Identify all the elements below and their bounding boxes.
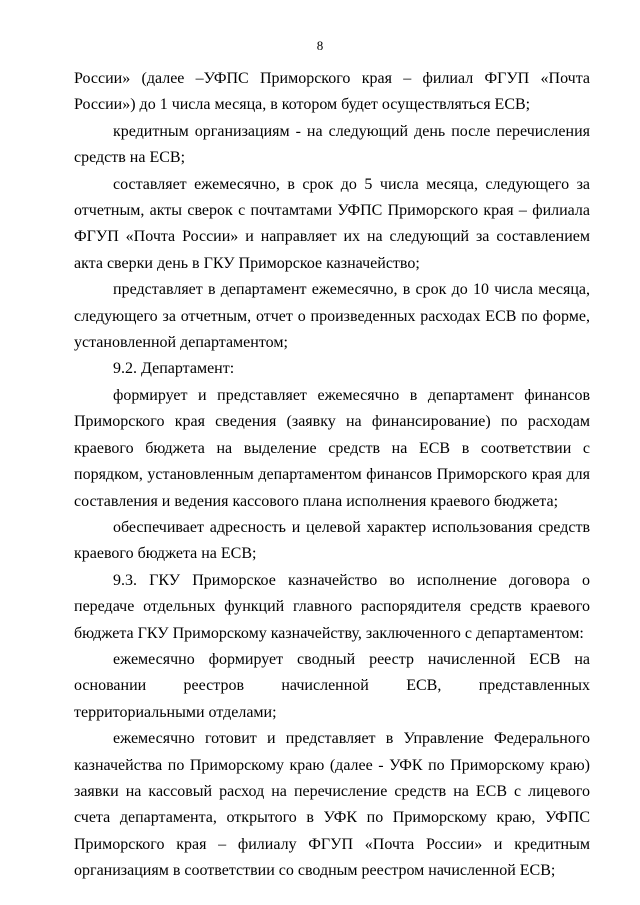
section-heading: 9.2. Департамент: [113,360,235,378]
section-heading: 9.3. ГКУ Приморское казначейство во исполнение договора о передаче отдельных функций главного распорядителя средств краевого бюджета ГКУ Приморскому казначейству, заключенного с департаментом: [74,571,590,642]
paragraph: кредитным организациям - на следующий день после перечисления средств на ЕСВ; [74,122,590,167]
paragraph: России» (далее –УФПС Приморского края – филиал ФГУП «Почта России») до 1 числа месяца, в котором будет осуществляться ЕСВ; [74,70,590,114]
document-body [74,66,590,885]
paragraph: ежемесячно готовит и представляет в Управление Федерального казначейства по Приморскому краю (далее - УФК по Приморскому краю) заявки на кассовый расход на перечисление средств на ЕСВ с лицевого счета департамента, открытого в УФК по Приморскому краю, УФПС Приморского края – филиалу ФГУП «Почта России» и кредитным организациям в соответствии со сводным реестром начисленной ЕСВ; [74,730,590,880]
paragraph: формирует и представляет ежемесячно в департамент финансов Приморского края сведения (заявку на финансирование) по расходам краевого бюджета на выделение средств на ЕСВ в соответствии с порядком, установленным департаментом финансов Приморского края для составления и ведения кассового плана исполнения краевого бюджета; [74,386,590,510]
paragraph: ежемесячно формирует сводный реестр начисленной ЕСВ на основании реестров начисленной ЕСВ, представленных территориальными отделами; [74,650,590,721]
page-number: 8 [316,38,324,53]
paragraph: представляет в департамент ежемесячно, в срок до 10 числа месяца, следующего за отчетным, отчет о произведенных расходах ЕСВ по форме, установленной департаментом; [74,281,590,352]
paragraph: обеспечивает адресность и целевой характер использования средств краевого бюджета на ЕСВ; [74,518,590,563]
paragraph: составляет ежемесячно, в срок до 5 числа месяца, следующего за отчетным, акты сверок с почтамтами УФПС Приморского края – филиала ФГУП «Почта России» и направляет их на следующий за составлением акта сверки день в ГКУ Приморское казначейство; [74,175,590,272]
